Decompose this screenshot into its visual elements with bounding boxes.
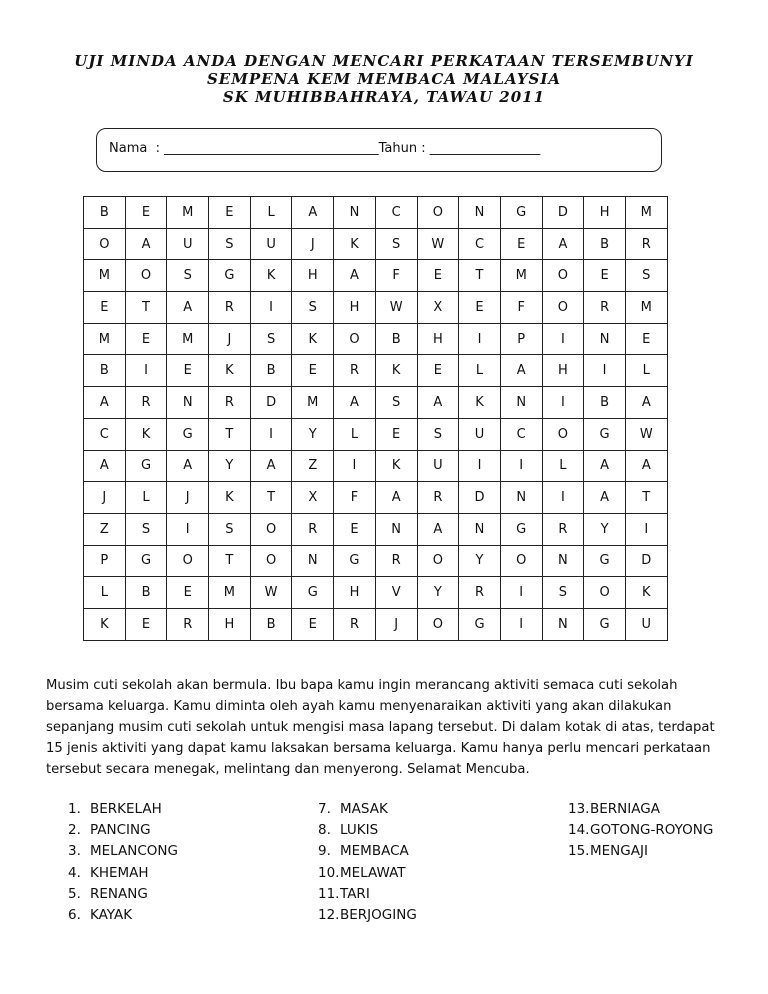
grid-cell[interactable]: O: [542, 292, 584, 324]
grid-cell[interactable]: O: [417, 197, 459, 229]
grid-cell[interactable]: R: [125, 387, 167, 419]
grid-cell[interactable]: M: [84, 260, 126, 292]
grid-cell[interactable]: I: [500, 450, 542, 482]
grid-cell[interactable]: Y: [209, 450, 251, 482]
grid-cell[interactable]: G: [209, 260, 251, 292]
grid-cell[interactable]: A: [84, 450, 126, 482]
word-number: 4.: [68, 864, 81, 881]
grid-cell[interactable]: J: [84, 482, 126, 514]
word-text: MEMBACA: [340, 843, 409, 860]
grid-cell[interactable]: L: [542, 450, 584, 482]
grid-cell[interactable]: R: [334, 355, 376, 387]
grid-cell[interactable]: Y: [584, 513, 626, 545]
grid-cell[interactable]: L: [125, 482, 167, 514]
word-text: MENGAJI: [590, 843, 648, 860]
grid-cell[interactable]: P: [84, 545, 126, 577]
word-list-item: [568, 841, 713, 862]
grid-cell[interactable]: T: [209, 545, 251, 577]
grid-cell[interactable]: E: [500, 228, 542, 260]
word-text: MELANCONG: [90, 843, 178, 860]
grid-cell[interactable]: K: [334, 228, 376, 260]
instruction-line: sepanjang musim cuti sekolah untuk mengisi masa lapang tersebut. Di dalam kotak di atas, terdapat: [46, 720, 715, 735]
grid-cell[interactable]: I: [334, 450, 376, 482]
grid-cell[interactable]: N: [500, 482, 542, 514]
instruction-line: Musim cuti sekolah akan bermula. Ibu bapa kamu ingin merancang aktiviti semaca cuti sekolah: [46, 678, 678, 693]
word-number: 14.: [568, 822, 590, 839]
word-search-grid: [83, 196, 668, 641]
grid-row: [84, 418, 668, 450]
grid-row: [84, 197, 668, 229]
grid-cell[interactable]: T: [459, 260, 501, 292]
grid-row: [84, 513, 668, 545]
grid-cell[interactable]: T: [125, 292, 167, 324]
grid-cell[interactable]: I: [125, 355, 167, 387]
grid-cell[interactable]: K: [459, 387, 501, 419]
grid-cell[interactable]: U: [459, 418, 501, 450]
grid-cell[interactable]: O: [500, 545, 542, 577]
grid-cell[interactable]: S: [292, 292, 334, 324]
grid-row: [84, 450, 668, 482]
grid-cell[interactable]: E: [417, 355, 459, 387]
word-number: 9.: [318, 843, 331, 860]
instruction-line: bersama keluarga. Kamu diminta oleh ayah kamu menyenaraikan aktiviti yang akan dilakukan: [46, 699, 672, 714]
word-text: KAYAK: [90, 907, 133, 924]
grid-cell[interactable]: Y: [292, 418, 334, 450]
grid-cell[interactable]: R: [625, 228, 667, 260]
grid-cell[interactable]: J: [292, 228, 334, 260]
grid-cell[interactable]: M: [292, 387, 334, 419]
word-list-column-3: [568, 799, 713, 863]
grid-cell[interactable]: P: [500, 323, 542, 355]
grid-cell[interactable]: S: [209, 228, 251, 260]
grid-cell[interactable]: W: [625, 418, 667, 450]
grid-cell[interactable]: W: [375, 292, 417, 324]
title-line-3: SK MUHIBBAHRAYA, TAWAU 2011: [222, 88, 546, 106]
grid-cell[interactable]: N: [500, 387, 542, 419]
title-line-2: SEMPENA KEM MEMBACA MALAYSIA: [206, 70, 562, 88]
grid-cell[interactable]: M: [167, 323, 209, 355]
word-text: BERNIAGA: [590, 801, 660, 817]
grid-cell[interactable]: G: [459, 608, 501, 640]
word-text: TARI: [340, 885, 370, 902]
grid-cell[interactable]: G: [125, 450, 167, 482]
grid-cell[interactable]: B: [375, 323, 417, 355]
grid-cell[interactable]: I: [500, 577, 542, 609]
grid-cell[interactable]: E: [209, 197, 251, 229]
word-text: GOTONG-ROYONG: [590, 822, 714, 839]
grid-cell[interactable]: U: [625, 608, 667, 640]
grid-cell[interactable]: A: [167, 292, 209, 324]
grid-cell[interactable]: L: [459, 355, 501, 387]
grid-cell[interactable]: B: [84, 197, 126, 229]
grid-cell[interactable]: B: [250, 608, 292, 640]
grid-cell[interactable]: V: [375, 577, 417, 609]
grid-cell[interactable]: E: [625, 323, 667, 355]
grid-cell[interactable]: G: [500, 513, 542, 545]
word-list-item: [318, 799, 417, 820]
grid-cell[interactable]: Y: [417, 577, 459, 609]
grid-cell[interactable]: R: [584, 292, 626, 324]
grid-cell[interactable]: W: [250, 577, 292, 609]
instruction-line: tersebut secara menegak, melintang dan menyerong. Selamat Mencuba.: [46, 762, 530, 777]
grid-cell[interactable]: N: [584, 323, 626, 355]
grid-cell[interactable]: F: [500, 292, 542, 324]
grid-cell[interactable]: R: [209, 387, 251, 419]
nama-label: Nama :: [109, 141, 160, 156]
grid-row: [84, 577, 668, 609]
grid-cell[interactable]: E: [459, 292, 501, 324]
grid-cell[interactable]: K: [250, 260, 292, 292]
grid-cell[interactable]: O: [125, 260, 167, 292]
grid-cell[interactable]: H: [334, 292, 376, 324]
word-text: MASAK: [340, 801, 388, 817]
word-number: 2.: [68, 822, 81, 839]
grid-cell[interactable]: A: [500, 355, 542, 387]
grid-cell[interactable]: S: [417, 418, 459, 450]
grid-cell[interactable]: X: [292, 482, 334, 514]
grid-cell[interactable]: E: [125, 323, 167, 355]
word-number: 8.: [318, 822, 331, 839]
grid-cell[interactable]: E: [84, 292, 126, 324]
grid-cell[interactable]: N: [334, 197, 376, 229]
grid-cell[interactable]: F: [334, 482, 376, 514]
grid-cell[interactable]: B: [250, 355, 292, 387]
grid-cell[interactable]: S: [209, 513, 251, 545]
grid-cell[interactable]: E: [334, 513, 376, 545]
grid-cell[interactable]: S: [625, 260, 667, 292]
grid-cell[interactable]: G: [292, 577, 334, 609]
grid-cell[interactable]: U: [250, 228, 292, 260]
grid-row: [84, 482, 668, 514]
grid-cell[interactable]: R: [542, 513, 584, 545]
grid-cell[interactable]: E: [584, 260, 626, 292]
grid-cell[interactable]: A: [84, 387, 126, 419]
word-list-item: [68, 905, 178, 926]
grid-cell[interactable]: M: [625, 292, 667, 324]
grid-cell[interactable]: J: [375, 608, 417, 640]
grid-cell[interactable]: G: [584, 608, 626, 640]
word-list-item: [568, 820, 713, 841]
grid-cell[interactable]: T: [625, 482, 667, 514]
grid-cell[interactable]: T: [209, 418, 251, 450]
grid-cell[interactable]: S: [375, 387, 417, 419]
grid-cell[interactable]: I: [459, 450, 501, 482]
tahun-label: Tahun :: [378, 141, 426, 156]
grid-cell[interactable]: H: [584, 197, 626, 229]
grid-cell[interactable]: A: [625, 450, 667, 482]
grid-cell[interactable]: H: [209, 608, 251, 640]
word-list-column-2: [318, 799, 417, 926]
word-text: LUKIS: [340, 822, 379, 839]
grid-cell[interactable]: R: [209, 292, 251, 324]
grid-cell[interactable]: S: [167, 260, 209, 292]
grid-cell[interactable]: O: [542, 260, 584, 292]
title-line-1: UJI MINDA ANDA DENGAN MENCARI PERKATAAN TERSEMBUNYI: [74, 52, 694, 70]
grid-cell[interactable]: N: [542, 608, 584, 640]
grid-cell[interactable]: R: [459, 577, 501, 609]
grid-cell[interactable]: J: [209, 323, 251, 355]
grid-cell[interactable]: L: [334, 418, 376, 450]
grid-cell[interactable]: A: [584, 450, 626, 482]
grid-cell[interactable]: R: [292, 513, 334, 545]
word-list-item: [318, 863, 417, 884]
grid-cell[interactable]: I: [250, 292, 292, 324]
grid-cell[interactable]: M: [500, 260, 542, 292]
word-list-item: [318, 884, 417, 905]
grid-cell[interactable]: K: [375, 450, 417, 482]
grid-cell[interactable]: S: [125, 513, 167, 545]
grid-cell[interactable]: G: [584, 418, 626, 450]
grid-cell[interactable]: H: [542, 355, 584, 387]
grid-cell[interactable]: A: [167, 450, 209, 482]
grid-cell[interactable]: E: [417, 260, 459, 292]
word-text: KHEMAH: [90, 864, 149, 881]
grid-cell[interactable]: X: [417, 292, 459, 324]
grid-cell[interactable]: N: [542, 545, 584, 577]
grid-cell[interactable]: I: [625, 513, 667, 545]
grid-cell[interactable]: E: [167, 577, 209, 609]
grid-cell[interactable]: R: [375, 545, 417, 577]
grid-cell[interactable]: A: [375, 482, 417, 514]
grid-cell[interactable]: E: [125, 197, 167, 229]
word-list-item: [318, 820, 417, 841]
word-list-item: [318, 905, 417, 926]
grid-cell[interactable]: T: [250, 482, 292, 514]
grid-cell[interactable]: G: [500, 197, 542, 229]
grid-cell[interactable]: A: [250, 450, 292, 482]
grid-cell[interactable]: B: [125, 577, 167, 609]
grid-cell[interactable]: K: [84, 608, 126, 640]
word-number: 13.: [568, 801, 590, 817]
grid-cell[interactable]: C: [375, 197, 417, 229]
instructions-paragraph: [46, 675, 736, 780]
grid-cell[interactable]: A: [334, 260, 376, 292]
grid-cell[interactable]: A: [417, 387, 459, 419]
grid-cell[interactable]: O: [584, 577, 626, 609]
word-list-item: [568, 799, 713, 820]
grid-cell[interactable]: R: [167, 608, 209, 640]
grid-cell[interactable]: M: [625, 197, 667, 229]
grid-row: [84, 323, 668, 355]
word-number: 7.: [318, 801, 331, 817]
grid-cell[interactable]: G: [334, 545, 376, 577]
grid-cell[interactable]: R: [417, 482, 459, 514]
grid-cell[interactable]: I: [584, 355, 626, 387]
grid-cell[interactable]: A: [542, 228, 584, 260]
grid-cell[interactable]: G: [167, 418, 209, 450]
word-number: 1.: [68, 801, 81, 817]
word-number: 6.: [68, 907, 81, 924]
grid-cell[interactable]: D: [625, 545, 667, 577]
grid-cell[interactable]: N: [459, 197, 501, 229]
grid-cell[interactable]: I: [500, 608, 542, 640]
grid-cell[interactable]: K: [209, 355, 251, 387]
grid-cell[interactable]: K: [292, 323, 334, 355]
grid-row: [84, 608, 668, 640]
grid-cell[interactable]: K: [375, 355, 417, 387]
word-list-item: [68, 841, 178, 862]
grid-cell[interactable]: E: [292, 355, 334, 387]
grid-cell[interactable]: M: [84, 323, 126, 355]
word-list-item: [68, 820, 178, 841]
grid-row: [84, 260, 668, 292]
word-list-column-1: [68, 799, 178, 926]
grid-cell[interactable]: O: [167, 545, 209, 577]
grid-cell[interactable]: B: [584, 228, 626, 260]
grid-cell[interactable]: H: [292, 260, 334, 292]
grid-cell[interactable]: N: [375, 513, 417, 545]
grid-cell[interactable]: H: [417, 323, 459, 355]
worksheet-title: [0, 52, 768, 106]
word-text: PANCING: [90, 822, 151, 839]
grid-cell[interactable]: J: [167, 482, 209, 514]
grid-cell[interactable]: I: [542, 387, 584, 419]
grid-cell[interactable]: D: [542, 197, 584, 229]
grid-row: [84, 387, 668, 419]
word-text: MELAWAT: [340, 864, 406, 881]
name-year-box: [96, 128, 662, 172]
grid-cell[interactable]: N: [459, 513, 501, 545]
grid-cell[interactable]: U: [417, 450, 459, 482]
grid-row: [84, 355, 668, 387]
grid-cell[interactable]: M: [167, 197, 209, 229]
grid-row: [84, 545, 668, 577]
word-text: BERJOGING: [340, 907, 417, 924]
grid-cell[interactable]: H: [334, 577, 376, 609]
grid-cell[interactable]: I: [542, 323, 584, 355]
grid-cell[interactable]: L: [250, 197, 292, 229]
grid-cell[interactable]: L: [84, 577, 126, 609]
grid-cell[interactable]: C: [500, 418, 542, 450]
grid-cell[interactable]: O: [250, 545, 292, 577]
word-number: 12.: [318, 907, 340, 924]
grid-row: [84, 228, 668, 260]
nama-field[interactable]: _________________________________: [164, 141, 379, 156]
grid-cell[interactable]: D: [250, 387, 292, 419]
grid-cell[interactable]: G: [125, 545, 167, 577]
word-text: BERKELAH: [90, 801, 162, 817]
grid-cell[interactable]: Z: [292, 450, 334, 482]
grid-cell[interactable]: O: [334, 323, 376, 355]
grid-cell[interactable]: B: [84, 355, 126, 387]
grid-cell[interactable]: W: [417, 228, 459, 260]
grid-cell[interactable]: A: [625, 387, 667, 419]
word-number: 5.: [68, 885, 81, 902]
grid-cell[interactable]: Z: [84, 513, 126, 545]
grid-cell[interactable]: L: [625, 355, 667, 387]
grid-cell[interactable]: A: [125, 228, 167, 260]
grid-cell[interactable]: I: [459, 323, 501, 355]
grid-cell[interactable]: D: [459, 482, 501, 514]
grid-cell[interactable]: O: [250, 513, 292, 545]
grid-cell[interactable]: O: [84, 228, 126, 260]
grid-cell[interactable]: M: [209, 577, 251, 609]
grid-cell[interactable]: Y: [459, 545, 501, 577]
word-number: 10.: [318, 864, 340, 881]
grid-cell[interactable]: B: [584, 387, 626, 419]
grid-cell[interactable]: R: [334, 608, 376, 640]
grid-cell[interactable]: A: [292, 197, 334, 229]
word-list-item: [68, 863, 178, 884]
word-text: RENANG: [90, 885, 148, 902]
word-list-item: [68, 884, 178, 905]
grid-cell[interactable]: A: [417, 513, 459, 545]
grid-cell[interactable]: O: [542, 418, 584, 450]
word-list-item: [318, 841, 417, 862]
word-list-item: [68, 799, 178, 820]
grid-cell[interactable]: S: [250, 323, 292, 355]
word-number: 15.: [568, 843, 590, 860]
grid-cell[interactable]: N: [167, 387, 209, 419]
grid-cell[interactable]: K: [125, 418, 167, 450]
instruction-line: 15 jenis aktiviti yang dapat kamu laksakan bersama keluarga. Kamu hanya perlu mencari perkataan: [46, 741, 711, 756]
grid-cell[interactable]: I: [250, 418, 292, 450]
grid-cell[interactable]: F: [375, 260, 417, 292]
grid-cell[interactable]: S: [542, 577, 584, 609]
grid-cell[interactable]: I: [542, 482, 584, 514]
word-number: 3.: [68, 843, 81, 860]
word-number: 11.: [318, 885, 340, 902]
grid-cell[interactable]: A: [584, 482, 626, 514]
grid-cell[interactable]: E: [292, 608, 334, 640]
grid-row: [84, 292, 668, 324]
grid-cell[interactable]: I: [167, 513, 209, 545]
grid-cell[interactable]: K: [209, 482, 251, 514]
grid-cell[interactable]: O: [417, 608, 459, 640]
grid-cell[interactable]: N: [292, 545, 334, 577]
grid-cell[interactable]: K: [625, 577, 667, 609]
grid-cell[interactable]: A: [334, 387, 376, 419]
grid-cell[interactable]: E: [167, 355, 209, 387]
grid-cell[interactable]: O: [417, 545, 459, 577]
grid-cell[interactable]: C: [84, 418, 126, 450]
grid-cell[interactable]: E: [375, 418, 417, 450]
grid-cell[interactable]: E: [125, 608, 167, 640]
grid-cell[interactable]: U: [167, 228, 209, 260]
grid-cell[interactable]: C: [459, 228, 501, 260]
grid-cell[interactable]: G: [584, 545, 626, 577]
tahun-field[interactable]: _________________: [429, 141, 541, 156]
grid-cell[interactable]: S: [375, 228, 417, 260]
